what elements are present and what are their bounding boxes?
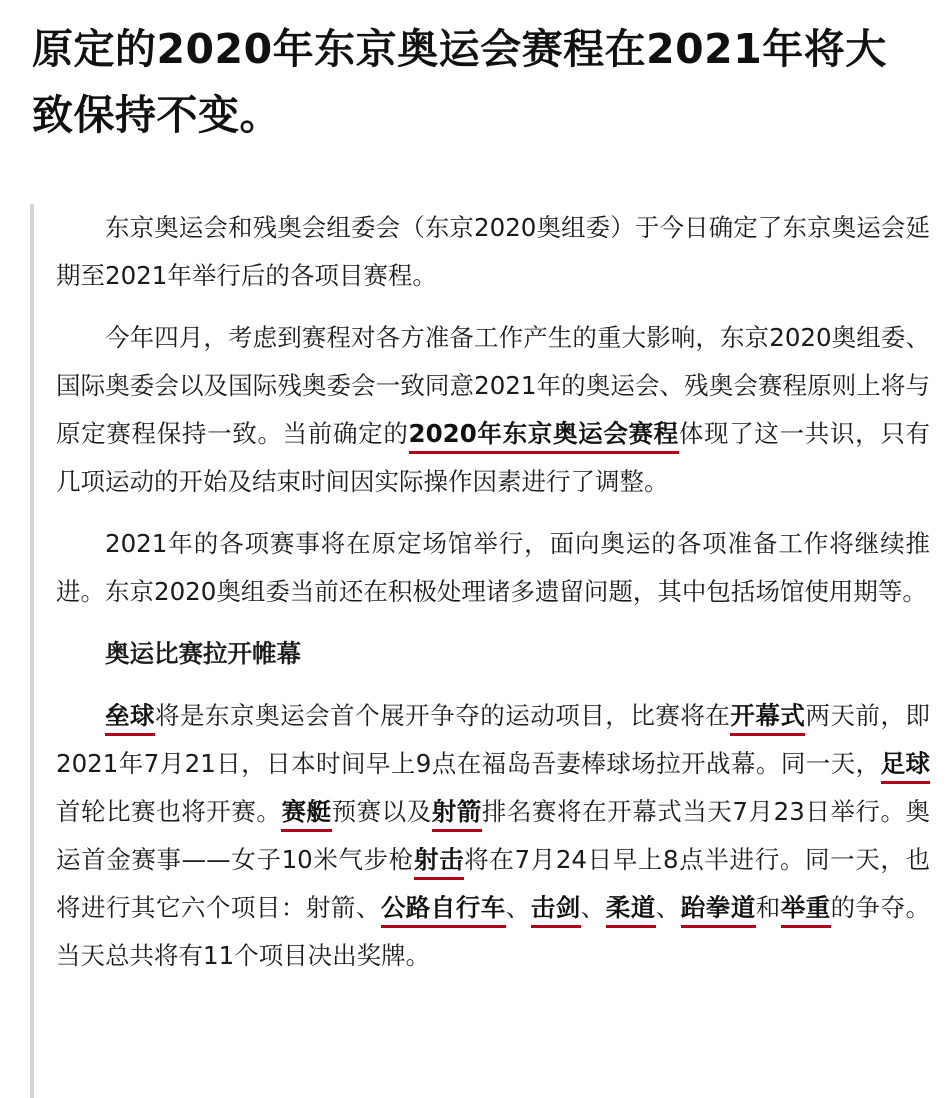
olympic-schedule-link[interactable]: 2020年东京奥运会赛程 — [409, 419, 679, 454]
competition-text-4: 预赛以及 — [331, 797, 432, 826]
judo-link[interactable]: 柔道 — [606, 893, 656, 928]
competition-text-8: 的争夺。当天总共将有11个项目决出奖牌。 — [56, 893, 931, 970]
opening-ceremony-link[interactable]: 开幕式 — [730, 701, 805, 736]
competition-text-3: 首轮比赛也将开赛。 — [56, 797, 282, 826]
rowing-link[interactable]: 赛艇 — [281, 797, 331, 832]
paragraph-schedule-text-b: 体现了这一共识，只有几项运动的开始及结束时间因实际操作因素进行了调整。 — [56, 419, 931, 496]
separator-3: 、 — [655, 893, 681, 922]
paragraph-venues: 2021年的各项赛事将在原定场馆举行，面向奥运的各项准备工作将继续推进。东京2020奥组委当前还在积极处理诸多遗留问题，其中包括场馆使用期等。 — [56, 529, 930, 606]
competition-text-1: 将是东京奥运会首个展开争夺的运动项目，比赛将在 — [155, 701, 731, 730]
section-heading: 奥运比赛拉开帷幕 — [105, 639, 301, 668]
road-cycling-link[interactable]: 公路自行车 — [381, 893, 506, 928]
separator-2: 、 — [580, 893, 606, 922]
weightlifting-link[interactable]: 举重 — [781, 893, 831, 928]
paragraph-competition-start — [56, 692, 930, 980]
competition-text-5: 排名赛将在开幕式当天7月23日举行。奥运首金赛事——女子10米气步枪 — [56, 797, 931, 874]
paragraph-intro: 东京奥运会和残奥会组委会（东京2020奥组委）于今日确定了东京奥运会延期至2021年举行后的各项目赛程。 — [56, 213, 930, 290]
archery-link[interactable]: 射箭 — [432, 797, 482, 832]
shooting-link[interactable]: 射击 — [414, 845, 464, 880]
softball-link[interactable]: 垒球 — [105, 701, 155, 736]
headline: 原定的2020年东京奥运会赛程在2021年将大致保持不变。 — [32, 25, 887, 139]
taekwondo-link[interactable]: 跆拳道 — [681, 893, 756, 928]
paragraph-schedule — [56, 314, 930, 506]
fencing-link[interactable]: 击剑 — [531, 893, 581, 928]
competition-text-2: 两天前，即2021年7月21日，日本时间早上9点在福岛吾妻棒球场拉开战幕。同一天， — [56, 701, 930, 778]
competition-text-6: 将在7月24日早上8点半进行。同一天，也将进行其它六个项目：射箭、 — [56, 845, 930, 922]
article-body — [30, 204, 930, 1098]
football-link[interactable]: 足球 — [881, 749, 930, 784]
competition-text-7: 和 — [755, 893, 781, 922]
separator-1: 、 — [505, 893, 531, 922]
paragraph-schedule-text-a: 今年四月，考虑到赛程对各方准备工作产生的重大影响，东京2020奥组委、国际奥委会以及国际残奥委会一致同意2021年的奥运会、残奥会赛程原则上将与原定赛程保持一致。当前确定的 — [56, 323, 930, 448]
